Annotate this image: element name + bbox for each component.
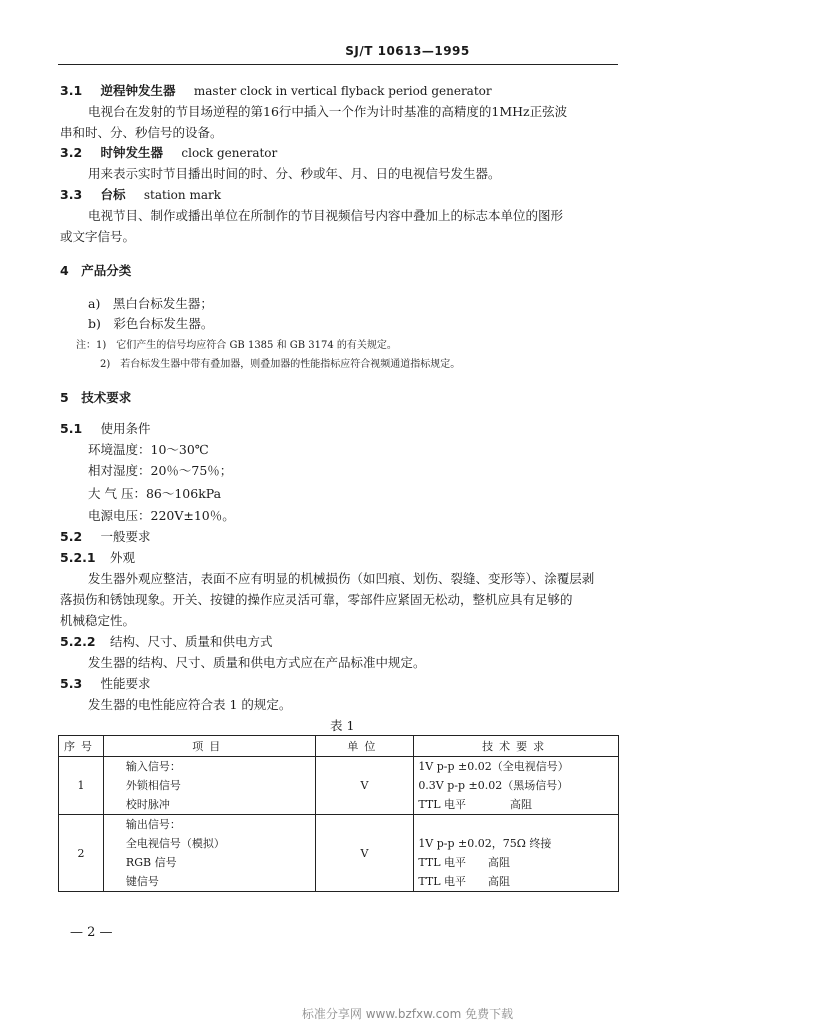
section-number: 5.2.1 (60, 550, 96, 565)
section-3-2-heading (60, 143, 277, 161)
item-text: 输入信号： (125, 760, 181, 773)
page-number: — 2 — (70, 925, 113, 940)
item-text: RGB 信号 (125, 856, 177, 869)
condition-temperature: 环境温度：10～30℃ (88, 442, 209, 457)
item-text: 外锁相信号 (125, 779, 181, 792)
table-row (59, 757, 619, 815)
section-title: 结构、尺寸、质量和供电方式 (109, 634, 273, 649)
term-en: master clock in vertical flyback period generator (193, 84, 492, 98)
section-5-1-heading (60, 419, 151, 437)
section-3-1-line2: 串和时、分、秒信号的设备。 (60, 125, 223, 140)
spec-table (58, 735, 619, 892)
header-no: 序号 (59, 736, 104, 757)
req-text: 1V p-p ±0.02，75Ω 终接 (418, 837, 552, 850)
header-item: 项目 (103, 736, 315, 757)
section-4-heading: 4 产品分类 (60, 263, 132, 278)
section-5-2-2-heading (60, 632, 272, 650)
section-title: 性能要求 (100, 676, 151, 691)
section-number: 5.3 (60, 676, 83, 691)
section-number: 5.1 (60, 421, 83, 436)
condition-pressure: 大 气 压：86～106kPa (88, 486, 222, 501)
item-text: 校时脉冲 (125, 798, 170, 811)
section-3-2-line1: 用来表示实时节目播出时间的时、分、秒或年、月、日的电视信号发生器。 (88, 166, 501, 181)
term-en: station mark (143, 188, 221, 202)
section-3-3-line1: 电视节目、制作或播出单位在所制作的节目视频信号内容中叠加上的标志本单位的图形 (88, 208, 564, 223)
section-number: 5.2 (60, 529, 83, 544)
req-text: TTL 电平 高阻 (418, 856, 510, 869)
performance-line1: 发生器的电性能应符合表 1 的规定。 (88, 697, 292, 712)
term-zh: 逆程钟发生器 (100, 83, 176, 98)
table-row (59, 815, 619, 892)
document-header: SJ/T 10613—1995 (345, 44, 470, 58)
req-text (414, 815, 618, 834)
req-text: TTL 电平 高阻 (418, 875, 510, 888)
note-1: 注：1) 它们产生的信号均应符合 GB 1385 和 GB 3174 的有关规定。 (76, 340, 397, 351)
section-number: 5.2.2 (60, 634, 96, 649)
section-5-2-heading (60, 527, 151, 545)
term-zh: 时钟发生器 (100, 145, 164, 160)
list-item-b: b) 彩色台标发生器。 (88, 316, 214, 331)
row-unit: V (315, 815, 414, 892)
table-header-row (59, 736, 619, 757)
condition-humidity: 相对湿度：20％～75％； (88, 463, 233, 478)
section-3-3-line2: 或文字信号。 (60, 229, 136, 244)
term-zh: 台标 (100, 187, 126, 202)
condition-voltage: 电源电压：220V±10％。 (88, 508, 235, 523)
row-requirements (414, 815, 619, 892)
item-text: 键信号 (125, 875, 159, 888)
section-number: 3.3 (60, 187, 83, 202)
list-item-a: a) 黑白台标发生器； (88, 296, 213, 311)
structure-line1: 发生器的结构、尺寸、质量和供电方式应在产品标准中规定。 (88, 655, 426, 670)
row-requirements (414, 757, 619, 815)
section-3-3-heading (60, 185, 221, 203)
watermark-footer: 标准分享网 www.bzfxw.com 免费下载 (301, 1007, 514, 1021)
row-no: 1 (59, 757, 104, 815)
appearance-line1: 发生器外观应整洁，表面不应有明显的机械损伤（如凹痕、划伤、裂缝、变形等）、涂覆层剥 (88, 571, 595, 586)
section-title: 外观 (109, 550, 135, 565)
table-caption: 表 1 (330, 718, 355, 733)
section-3-1-line1: 电视台在发射的节目场逆程的第16行中插入一个作为计时基准的高精度的1MHz正弦波 (88, 104, 568, 119)
req-text: 1V p-p ±0.02（全电视信号） (418, 760, 569, 773)
item-text: 全电视信号（模拟） (125, 837, 225, 850)
section-number: 3.1 (60, 83, 83, 98)
row-unit: V (315, 757, 414, 815)
appearance-line3: 机械稳定性。 (60, 613, 136, 628)
header-unit: 单位 (315, 736, 414, 757)
header-rule (58, 64, 618, 65)
section-5-2-1-heading (60, 548, 135, 566)
row-items (103, 757, 315, 815)
req-text: 0.3V p-p ±0.02（黑场信号） (418, 779, 569, 792)
section-5-heading: 5 技术要求 (60, 390, 132, 405)
section-3-1-heading (60, 81, 492, 99)
section-number: 3.2 (60, 145, 83, 160)
section-title: 一般要求 (100, 529, 151, 544)
row-items (103, 815, 315, 892)
header-requirement: 技术要求 (414, 736, 619, 757)
item-text: 输出信号： (125, 818, 181, 831)
req-text: TTL 电平 高阻 (418, 798, 532, 811)
appearance-line2: 落损伤和锈蚀现象。开关、按键的操作应灵活可靠，零部件应紧固无松动，整机应具有足够的 (60, 592, 573, 607)
row-no: 2 (59, 815, 104, 892)
term-en: clock generator (181, 146, 278, 160)
section-title: 使用条件 (100, 421, 151, 436)
section-5-3-heading (60, 674, 151, 692)
note-2: 2) 若台标发生器中带有叠加器，则叠加器的性能指标应符合视频通道指标规定。 (100, 359, 461, 370)
